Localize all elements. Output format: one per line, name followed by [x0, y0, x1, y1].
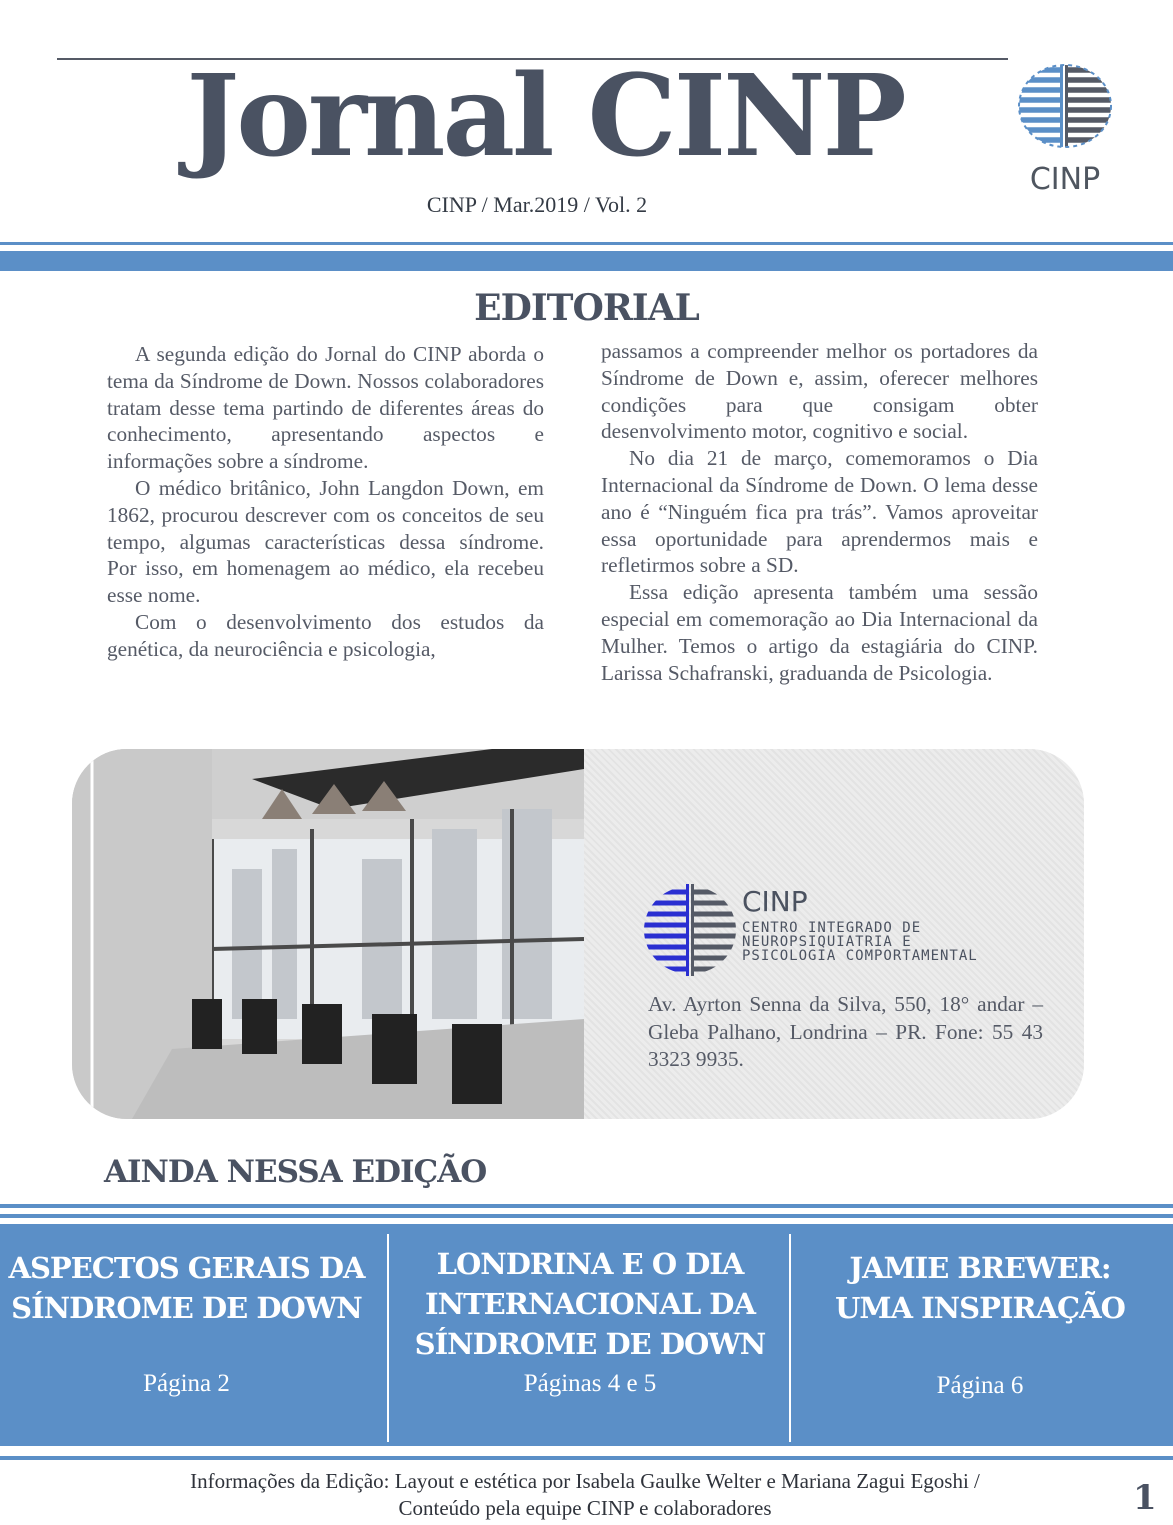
feature-title	[795, 1248, 1165, 1328]
paragraph: passamos a compreender melhor os portadores da Síndrome de Down e, assim, oferecer melhores condições para que consigam obter desenvolvimento motor, cognitivo e social.	[601, 339, 1038, 444]
feature-divider	[789, 1234, 791, 1442]
feature-item[interactable]	[795, 1224, 1165, 1446]
feature-title-line: JAMIE BREWER:	[849, 1251, 1111, 1285]
header-bar-thin	[0, 242, 1173, 245]
feature-strip	[0, 1224, 1173, 1446]
feature-item[interactable]	[395, 1224, 785, 1446]
also-in-edition-heading: AINDA NESSA EDIÇÃO	[104, 1154, 487, 1190]
banner-info-panel	[584, 749, 1084, 1119]
feature-title	[395, 1244, 785, 1364]
feature-title-line: LONDRINA E O DIA	[436, 1247, 744, 1281]
paragraph: O médico britânico, John Langdon Down, em 1862, procurou descrever com os conceitos de seu tempo, algumas características dessa síndrome. Por isso, em homenagem ao médico, ela recebeu esse nome.	[107, 475, 544, 608]
edition-credits	[90, 1468, 1080, 1522]
editorial-column-right	[601, 338, 1038, 686]
feature-title-line: SÍNDROME DE DOWN	[414, 1327, 766, 1361]
clinic-name-line: PSICOLOGIA COMPORTAMENTAL	[742, 948, 978, 964]
paragraph: A segunda edição do Jornal do CINP aborda o tema da Síndrome de Down. Nossos colaboradores tratam desse tema partindo de diferentes áreas do conhecimento, apresentando aspectos e informações sobre a síndrome.	[107, 342, 544, 474]
cinp-logo	[1010, 58, 1120, 198]
issue-info: CINP / Mar.2019 / Vol. 2	[426, 192, 648, 217]
feature-page: Páginas 4 e 5	[523, 1370, 657, 1397]
feature-title-line: UMA INSPIRAÇÃO	[835, 1291, 1125, 1325]
feature-title-line: INTERNACIONAL DA	[425, 1287, 755, 1321]
feature-item[interactable]	[0, 1224, 373, 1446]
credits-line: Informações da Edição: Layout e estética por Isabela Gaulke Welter e Mariana Zagui Egoshi /	[190, 1469, 980, 1493]
feature-page: Página 6	[936, 1372, 1024, 1399]
clinic-name-line: CENTRO INTEGRADO DE	[742, 920, 922, 936]
section-bar-thin	[0, 1204, 1173, 1208]
editorial-heading: EDITORIAL	[474, 287, 699, 329]
newspaper-title: Jornal CINP	[186, 51, 904, 182]
paragraph: Essa edição apresenta também uma sessão especial em comemoração ao Dia Internacional da Mulher. Temos o artigo da estagiária do CINP. Larissa Schafranski, graduanda de Psicologia.	[601, 580, 1038, 685]
meeting-room-photo	[72, 749, 584, 1119]
feature-divider	[387, 1234, 389, 1442]
paragraph: No dia 21 de março, comemoramos o Dia Internacional da Síndrome de Down. O lema desse ano é “Ninguém fica pra trás”. Vamos aproveitar essa oportunidade para aprendermos mais e refletirmos sobre a SD.	[601, 446, 1038, 578]
editorial-column-left	[107, 341, 544, 663]
clinic-name-line: NEUROPSIQUIATRIA E	[742, 934, 912, 950]
credits-line: Conteúdo pela equipe CINP e colaboradores	[398, 1496, 772, 1520]
feature-title	[0, 1248, 373, 1328]
banner-logo-wordmark: CINP	[742, 885, 808, 918]
feature-title-line: ASPECTOS GERAIS DA	[8, 1251, 365, 1285]
paragraph: Com o desenvolvimento dos estudos da genética, da neurociência e psicologia,	[107, 609, 544, 661]
clinic-banner	[72, 749, 1084, 1119]
section-bar-thin	[0, 1214, 1173, 1218]
brain-stripes-icon	[1010, 58, 1120, 158]
feature-title-line: SÍNDROME DE DOWN	[11, 1291, 362, 1325]
feature-page: Página 2	[143, 1370, 230, 1397]
header-bar-thick	[0, 251, 1173, 271]
logo-wordmark: CINP	[1029, 162, 1101, 197]
page-number: 1	[1133, 1478, 1157, 1518]
brain-stripes-icon	[640, 882, 740, 978]
clinic-address: Av. Ayrton Senna da Silva, 550, 18° andar – Gleba Palhano, Londrina – PR. Fone: 55 43 3323 9935.	[648, 992, 1043, 1071]
clinic-full-name	[742, 921, 1082, 963]
footer-bar	[0, 1456, 1173, 1460]
